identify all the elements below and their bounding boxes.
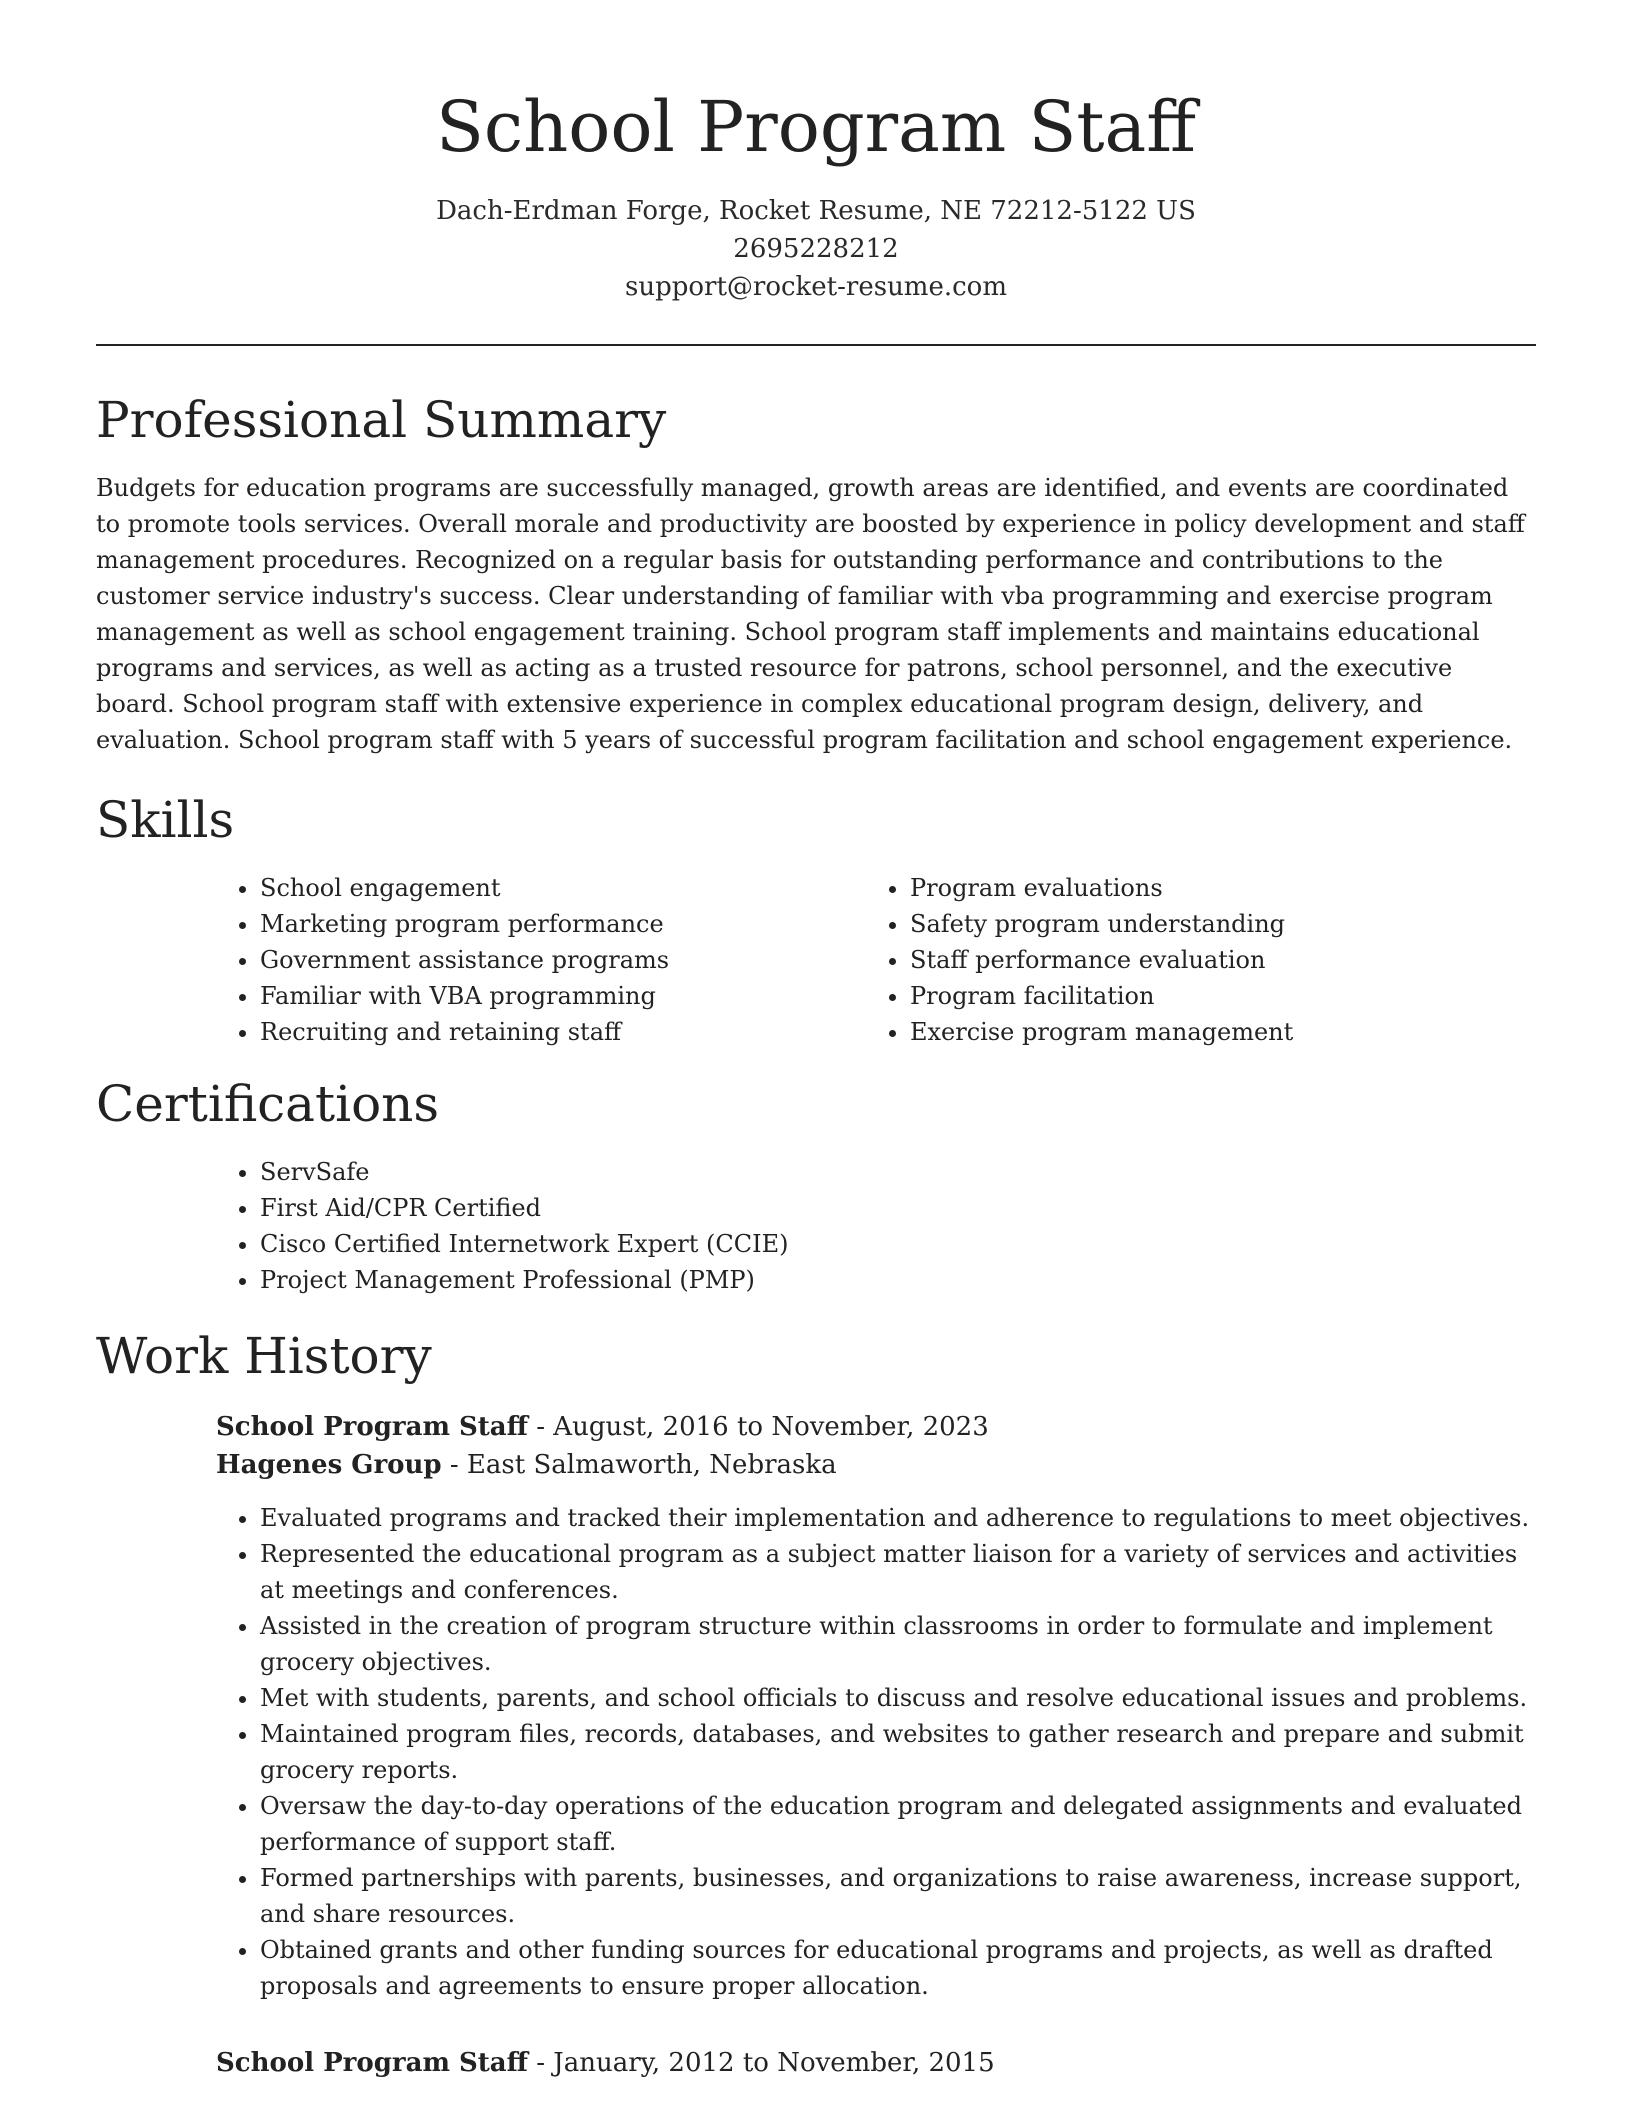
company-location: - East Salmaworth, Nebraska	[441, 1450, 837, 1480]
job-duty-item: • Obtained grants and other funding sources for educational programs and projects, as well as drafted proposals and agreements to ensure proper allocation.	[260, 1932, 1536, 2004]
section-title-certifications: Certifications	[96, 1075, 440, 1133]
job-duties-wrapper	[216, 1500, 1536, 2004]
job-entry	[216, 1408, 1536, 2004]
certification-item: • Cisco Certified Internetwork Expert (CCIE)	[260, 1226, 1536, 1262]
certifications-list	[216, 1154, 1536, 1298]
skills-column-left	[216, 870, 866, 1050]
job-duty-item: • Represented the educational program as a subject matter liaison for a variety of services and activities at meetings and conferences.	[260, 1536, 1536, 1608]
skill-item: • Safety program understanding	[910, 906, 1516, 942]
company-name: Hagenes Group	[216, 1450, 442, 1480]
job-title: School Program Staff	[216, 1412, 528, 1442]
skills-section	[96, 790, 1536, 1050]
resume-header	[96, 0, 1536, 306]
skill-item: • Government assistance programs	[260, 942, 866, 978]
job-title-line	[216, 1408, 1536, 1446]
professional-summary-section	[96, 390, 1536, 758]
job-duty-item: • Assisted in the creation of program structure within classrooms in order to formulate and implement grocery objectives.	[260, 1608, 1536, 1680]
skill-item: • Program facilitation	[910, 978, 1516, 1014]
contact-info	[96, 192, 1536, 306]
job-dates: - August, 2016 to November, 2023	[527, 1412, 989, 1442]
section-title-skills: Skills	[96, 791, 235, 849]
job-duty-item: • Oversaw the day-to-day operations of the education program and delegated assignments and evaluated performance of support staff.	[260, 1788, 1536, 1860]
job-duties-list	[216, 1500, 1536, 2004]
skill-item: • School engagement	[260, 870, 866, 906]
section-title-summary: Professional Summary	[96, 391, 667, 449]
summary-paragraph: Budgets for education programs are successfully managed, growth areas are identified, and events are coordinated to promote tools services. Overall morale and productivity are boosted by experience in policy development and staff management procedures. Recognized on a regular basis for outstanding performance and contributions to the customer service industry's success. Clear understanding of familiar with vba programming and exercise program management as well as school engagement training. School program staff implements and maintains educational programs and services, as well as acting as a trusted resource for patrons, school personnel, and the executive board. School program staff with extensive experience in complex educational program design, delivery, and evaluation. School program staff with 5 years of successful program facilitation and school engagement experience.	[96, 474, 1525, 754]
skills-column-right	[866, 870, 1516, 1050]
skill-item: • Staff performance evaluation	[910, 942, 1516, 978]
job-title-line	[216, 2044, 1536, 2082]
job-duty-item: • Maintained program files, records, databases, and websites to gather research and prepare and submit grocery reports.	[260, 1716, 1536, 1788]
job-entry	[216, 2044, 1536, 2082]
job-company-line	[216, 1446, 1536, 1484]
certification-item: • Project Management Professional (PMP)	[260, 1262, 1536, 1298]
certification-item: • ServSafe	[260, 1154, 1536, 1190]
skill-item: • Recruiting and retaining staff	[260, 1014, 866, 1050]
skills-list-right	[866, 870, 1516, 1050]
skill-item: • Exercise program management	[910, 1014, 1516, 1050]
work-history-section	[96, 1326, 1536, 2082]
certifications-list-wrapper	[216, 1154, 1536, 1298]
skill-item: • Program evaluations	[910, 870, 1516, 906]
job-title: School Program Staff	[216, 2048, 528, 2078]
header-divider	[96, 344, 1536, 346]
job-duty-item: • Met with students, parents, and school officials to discuss and resolve educational issues and problems.	[260, 1680, 1536, 1716]
certification-item: • First Aid/CPR Certified	[260, 1190, 1536, 1226]
job-duty-item: • Evaluated programs and tracked their implementation and adherence to regulations to meet objectives.	[260, 1500, 1536, 1536]
skills-list-left	[216, 870, 866, 1050]
skill-item: • Familiar with VBA programming	[260, 978, 866, 1014]
email-address: support@rocket-resume.com	[624, 272, 1007, 302]
section-title-work-history: Work History	[96, 1327, 432, 1385]
phone-number: 2695228212	[733, 234, 899, 264]
candidate-name: School Program Staff	[435, 86, 1197, 168]
certifications-section	[96, 1074, 1536, 1298]
address: Dach-Erdman Forge, Rocket Resume, NE 72212-5122 US	[436, 196, 1196, 226]
job-duty-item: • Formed partnerships with parents, businesses, and organizations to raise awareness, increase support, and share resources.	[260, 1860, 1536, 1932]
skill-item: • Marketing program performance	[260, 906, 866, 942]
job-dates: - January, 2012 to November, 2015	[527, 2048, 995, 2078]
skills-grid	[216, 870, 1536, 1050]
